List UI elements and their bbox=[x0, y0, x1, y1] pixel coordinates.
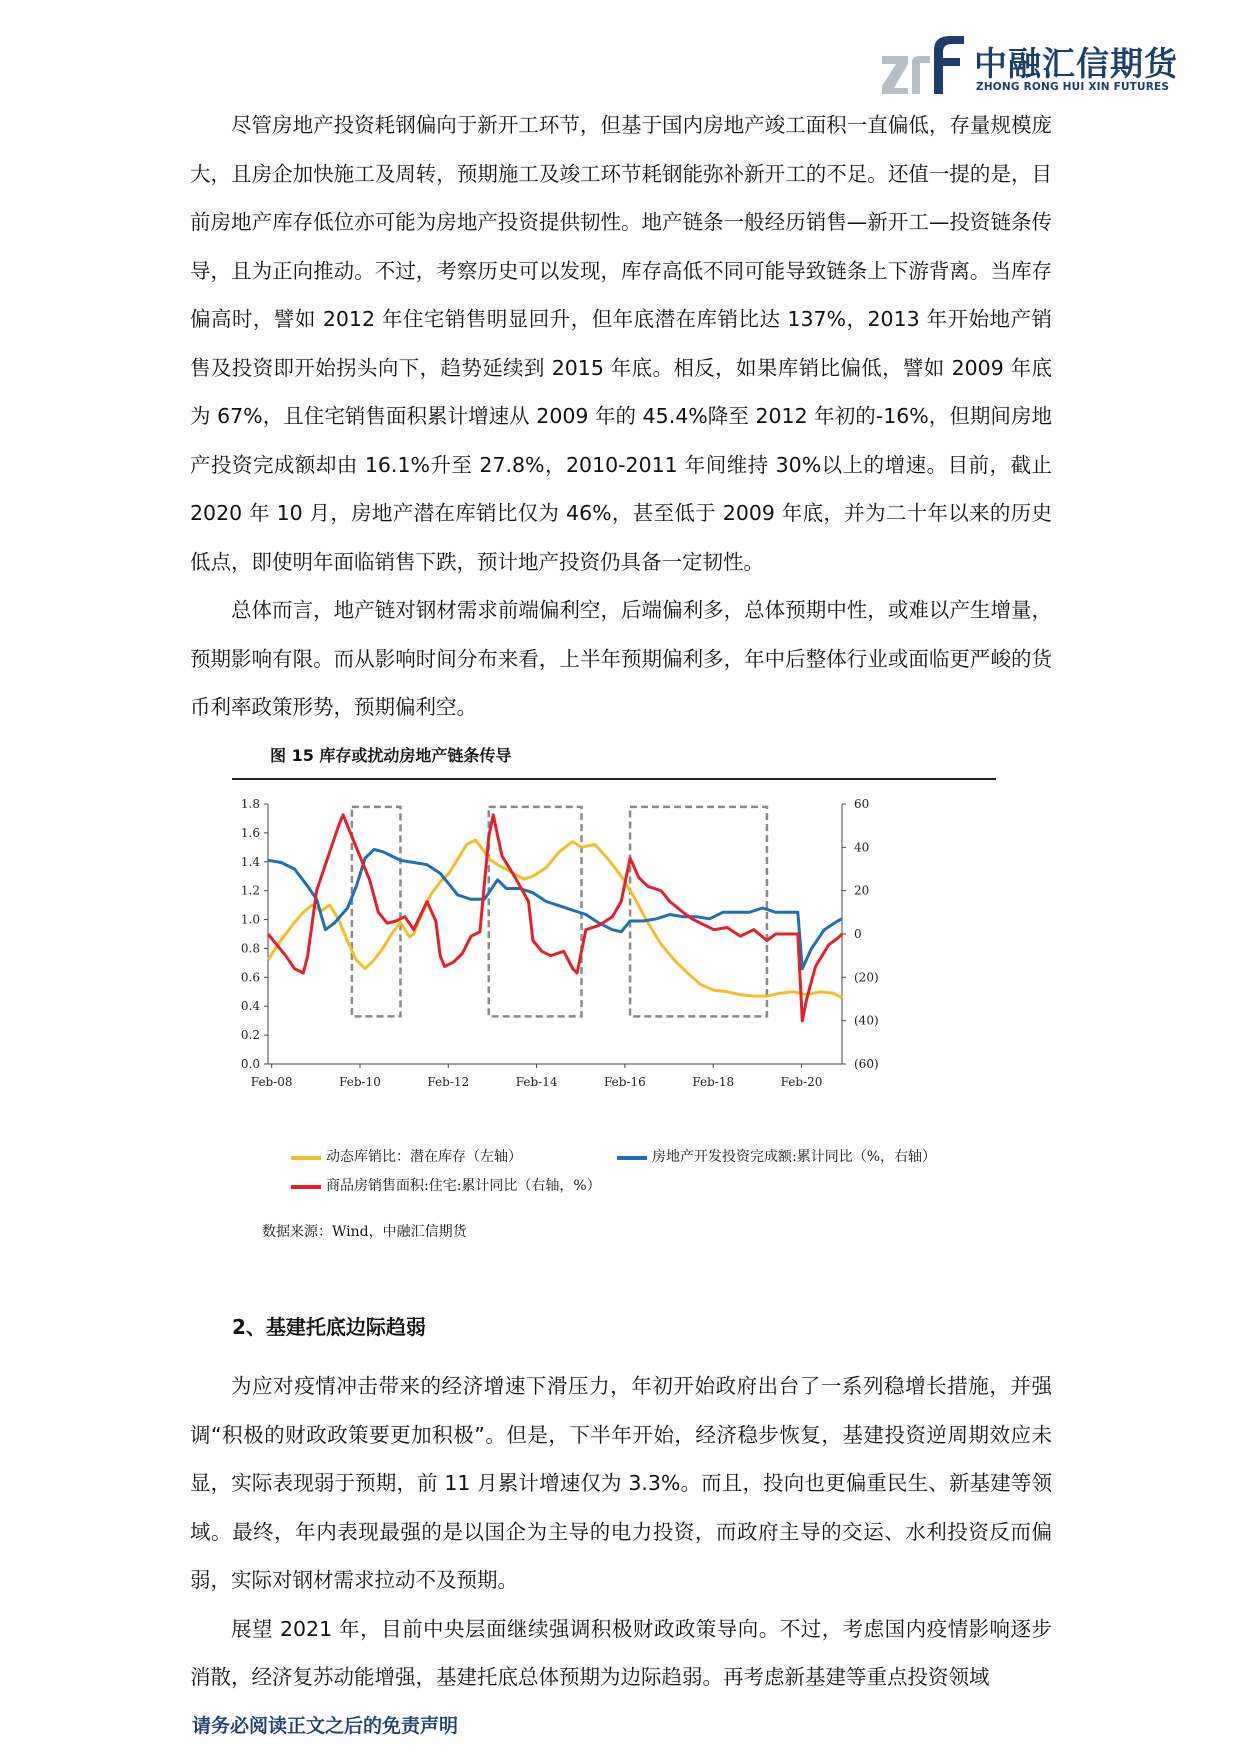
y-left-tick-label: 0.6 bbox=[240, 970, 260, 985]
logo-chinese-name: 中融汇信期货 bbox=[974, 44, 1178, 83]
zrf-logo-mark bbox=[880, 30, 970, 100]
legend-inventory: 动态库销比：潜在库存（左轴） bbox=[326, 1149, 522, 1165]
y-left-tick-label: 0.4 bbox=[240, 999, 260, 1014]
y-left-tick-label: 1.2 bbox=[240, 883, 260, 898]
y-left-tick-label: 0.0 bbox=[240, 1057, 260, 1071]
y-right-tick-label: 0 bbox=[854, 927, 862, 941]
body-text-bottom bbox=[190, 1362, 1052, 1702]
series-lines bbox=[268, 815, 842, 1021]
disclaimer-footer: 请务必阅读正文之后的免责声明 bbox=[192, 1715, 459, 1737]
company-logo bbox=[880, 30, 1200, 100]
y-left-tick-label: 1.8 bbox=[240, 797, 260, 811]
legend-swatch-investment bbox=[617, 1156, 647, 1160]
x-tick-label: Feb-18 bbox=[692, 1075, 735, 1089]
y-right-tick-label: (40) bbox=[854, 1013, 879, 1028]
y-left-tick-label: 0.2 bbox=[240, 1028, 260, 1043]
y-left-tick-label: 1.6 bbox=[240, 825, 260, 840]
real-estate-chain-chart bbox=[232, 790, 996, 1110]
x-tick-label: Feb-08 bbox=[250, 1075, 293, 1089]
axis-ticks bbox=[241, 797, 879, 1089]
logo-english-name: ZHONG RONG HUI XIN FUTURES bbox=[976, 81, 1170, 93]
x-tick-label: Feb-12 bbox=[427, 1075, 470, 1089]
data-source: 数据来源：Wind，中融汇信期货 bbox=[262, 1224, 467, 1240]
y-right-tick-label: (20) bbox=[854, 970, 879, 985]
legend-swatch-inventory bbox=[291, 1156, 321, 1160]
y-left-tick-label: 1.0 bbox=[240, 912, 260, 927]
series-line-2 bbox=[268, 850, 842, 969]
series-line-3 bbox=[268, 815, 842, 1021]
paragraph-summary: 总体而言，地产链对钢材需求前端偏利空，后端偏利多，总体预期中性，或难以产生增量，预期影响有限。而从影响时间分布来看，上半年预期偏利多，年中后整体行业或面临更严峻的货币利率政策形势，预期偏利空。 bbox=[190, 598, 1052, 719]
figure-title: 图 15 库存或扰动房地产链条传导 bbox=[270, 746, 512, 765]
y-left-tick-label: 1.4 bbox=[240, 854, 260, 869]
x-tick-label: Feb-16 bbox=[604, 1075, 646, 1089]
y-left-tick-label: 0.8 bbox=[240, 941, 260, 956]
y-right-tick-label: (60) bbox=[854, 1057, 879, 1071]
section-title: 2、基建托底边际趋弱 bbox=[232, 1315, 426, 1339]
legend-investment: 房地产开发投资完成额:累计同比（%，右轴） bbox=[652, 1149, 937, 1165]
legend-sales: 商品房销售面积:住宅:累计同比（右轴，%） bbox=[326, 1178, 601, 1194]
highlight-box-1 bbox=[352, 807, 401, 1016]
y-right-tick-label: 40 bbox=[854, 840, 870, 855]
highlight-box-2 bbox=[489, 807, 582, 1016]
figure-title-rule bbox=[232, 778, 996, 780]
x-tick-label: Feb-10 bbox=[339, 1075, 381, 1089]
legend-swatch-sales bbox=[291, 1185, 321, 1189]
y-right-tick-label: 20 bbox=[854, 883, 870, 898]
paragraph-inventory: 尽管房地产投资耗钢偏向于新开工环节，但基于国内房地产竣工面积一直偏低，存量规模庞大，且房企加快施工及周转，预期施工及竣工环节耗钢能弥补新开工的不足。还值一提的是，目前房地产库存低位亦可能为房地产投资提供韧性。地产链条一般经历销售—新开工—投资链条传导，且为正向推动。不过，考察历史可以发现，库存高低不同可能导致链条上下游背离。当库存偏高时，譬如 2012 年住宅销售明显回升，但年底潜在库销比达 137%，2013 年开始地产销售及投资即开始拐头向下，趋势延续到 2015 年底。相反，如果库销比偏低，譬如 2009 年底为 67%，且住宅销售面积累计增速从 2009 年的 45.4%降至 2012 年初的-16%，但期间房地产投资完成额却由 16.1%升至 27.8%，2010-2011 年间维持 30%以上的增速。目前，截止 2020 年 10 月，房地产潜在库销比仅为 46%，甚至低于 2009 年底，并为二十年以来的历史低点，即使明年面临销售下跌，预计地产投资仍具备一定韧性。 bbox=[190, 113, 1052, 574]
x-tick-label: Feb-20 bbox=[780, 1075, 823, 1089]
series-line-1 bbox=[268, 840, 842, 998]
body-text-top bbox=[190, 101, 1052, 732]
x-tick-label: Feb-14 bbox=[515, 1075, 558, 1089]
paragraph-infrastructure: 为应对疫情冲击带来的经济增速下滑压力，年初开始政府出台了一系列稳增长措施，并强调“积极的财政政策要更加积极”。但是，下半年开始，经济稳步恢复，基建投资逆周期效应未显，实际表现弱于预期，前 11 月累计增速仅为 3.3%。而且，投向也更偏重民生、新基建等领域。最终，年内表现最强的是以国企为主导的电力投资，而政府主导的交运、水利投资反而偏弱，实际对钢材需求拉动不及预期。 bbox=[190, 1374, 1052, 1592]
paragraph-outlook: 展望 2021 年，目前中央层面继续强调积极财政政策导向。不过，考虑国内疫情影响逐步消散，经济复苏动能增强，基建托底总体预期为边际趋弱。再考虑新基建等重点投资领域 bbox=[190, 1616, 1052, 1689]
y-right-tick-label: 60 bbox=[854, 797, 870, 811]
